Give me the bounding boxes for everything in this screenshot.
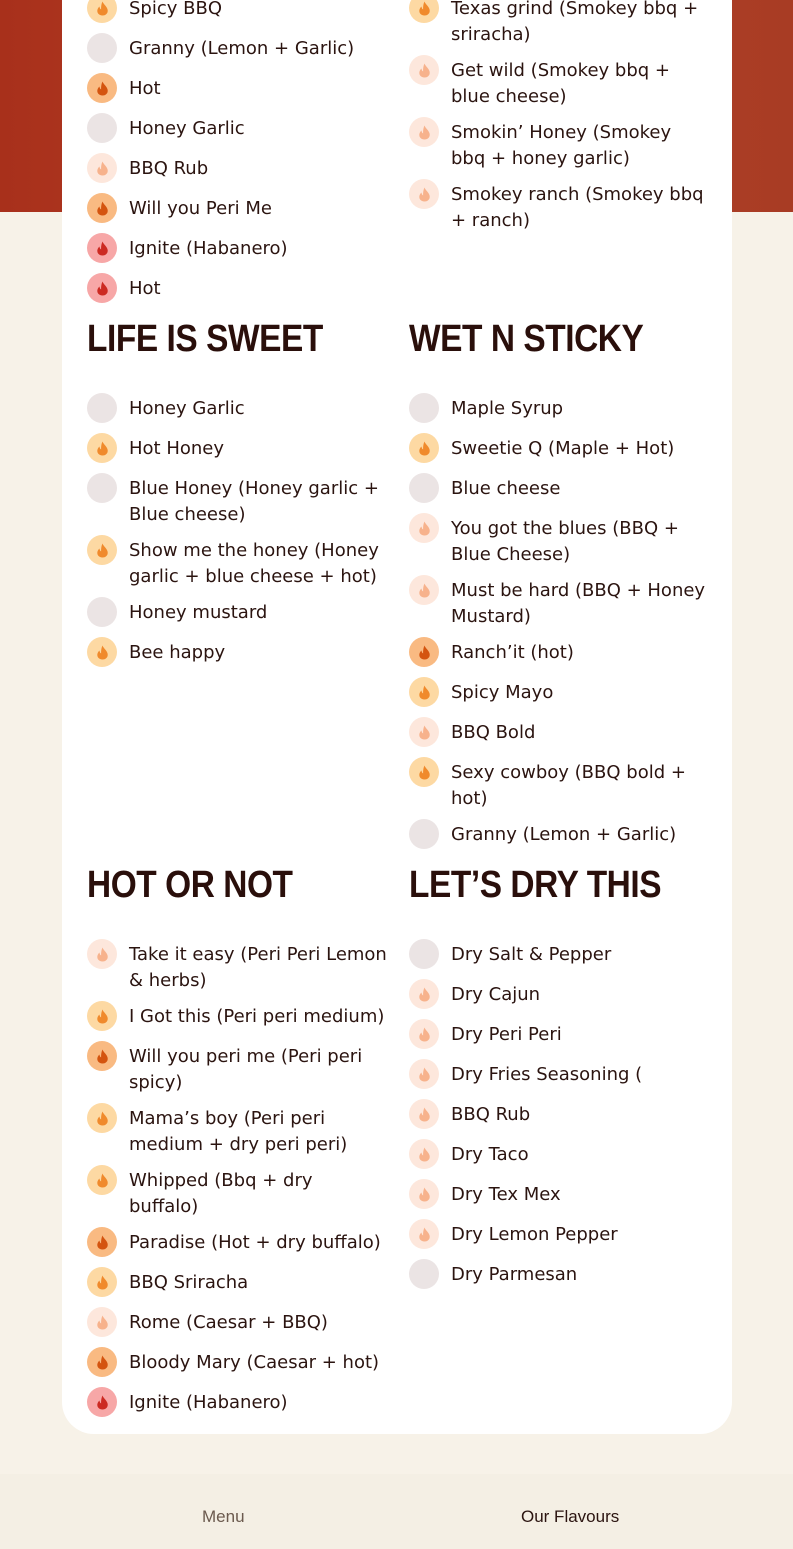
section-title-wet-n-sticky: WET N STICKY <box>409 318 644 360</box>
flame-icon <box>418 441 431 456</box>
flavour-name: Rome (Caesar + BBQ) <box>129 1312 328 1333</box>
heat-indicator <box>409 55 439 85</box>
flavour-name: Ignite (Habanero) <box>129 238 288 259</box>
heat-indicator <box>87 1165 117 1195</box>
flame-icon <box>418 685 431 700</box>
flavour-name: Will you Peri Me <box>129 198 272 219</box>
heat-indicator <box>409 1259 439 1289</box>
heat-indicator <box>409 677 439 707</box>
flame-icon <box>418 1 431 16</box>
flavour-name: Honey Garlic <box>129 118 245 139</box>
flavour-name: Dry Cajun <box>451 984 541 1005</box>
flavour-name: BBQ Sriracha <box>129 1272 249 1293</box>
flame-icon <box>418 725 431 740</box>
heat-indicator <box>87 273 117 303</box>
flavour-name: Hot Honey <box>129 438 225 459</box>
heat-indicator <box>409 1219 439 1249</box>
footer-nav <box>0 1474 793 1549</box>
footer-link-menu[interactable]: Menu <box>202 1507 245 1526</box>
flavour-name: Granny (Lemon + Garlic) <box>129 38 355 59</box>
flavour-name: Must be hard (BBQ + Honey Mustard) <box>451 580 706 627</box>
flame-icon <box>96 1 109 16</box>
flame-icon <box>418 1227 431 1242</box>
heat-indicator <box>87 637 117 667</box>
flame-icon <box>96 81 109 96</box>
footer-link-our-flavours[interactable]: Our Flavours <box>521 1507 620 1526</box>
flame-icon <box>418 765 431 780</box>
heat-indicator <box>409 1179 439 1209</box>
flavour-name: You got the blues (BBQ + Blue Cheese) <box>451 518 679 565</box>
heat-indicator <box>409 513 439 543</box>
flame-icon <box>418 1107 431 1122</box>
flavour-name: Sweetie Q (Maple + Hot) <box>451 438 675 459</box>
flame-icon <box>96 1173 109 1188</box>
flavour-name: Smokin’ Honey (Smokey bbq + honey garlic) <box>451 122 672 169</box>
flavour-name: Will you peri me (Peri peri spicy) <box>129 1046 363 1093</box>
flame-icon <box>96 1275 109 1290</box>
section-title-life-is-sweet: LIFE IS SWEET <box>87 318 323 360</box>
heat-indicator <box>409 717 439 747</box>
flame-icon <box>96 161 109 176</box>
heat-indicator <box>87 153 117 183</box>
flavour-name: Dry Lemon Pepper <box>451 1224 618 1245</box>
heat-indicator <box>409 393 439 423</box>
flavour-name: Take it easy (Peri Peri Lemon & herbs) <box>129 944 387 991</box>
heat-indicator <box>87 233 117 263</box>
flame-icon <box>96 543 109 558</box>
flavour-name: Dry Fries Seasoning ( <box>451 1064 643 1085</box>
heat-indicator <box>409 575 439 605</box>
flavour-name: Maple Syrup <box>451 398 564 419</box>
heat-indicator <box>87 73 117 103</box>
heat-indicator <box>87 393 117 423</box>
flame-icon <box>418 1027 431 1042</box>
flame-icon <box>418 521 431 536</box>
section-title-lets-dry-this: LET’S DRY THIS <box>409 864 662 906</box>
flame-icon <box>96 1235 109 1250</box>
heat-indicator <box>409 117 439 147</box>
heat-indicator <box>87 113 117 143</box>
flavour-name: Mama’s boy (Peri peri medium + dry peri peri) <box>129 1108 348 1155</box>
heat-indicator <box>409 1139 439 1169</box>
heat-indicator <box>87 1001 117 1031</box>
flame-icon <box>96 947 109 962</box>
heat-indicator <box>87 1347 117 1377</box>
flavour-name: Get wild (Smokey bbq + blue cheese) <box>451 60 670 107</box>
heat-indicator <box>409 819 439 849</box>
heat-indicator <box>409 1099 439 1129</box>
heat-indicator <box>409 979 439 1009</box>
flavour-name: Paradise (Hot + dry buffalo) <box>129 1232 381 1253</box>
flame-icon <box>96 1355 109 1370</box>
heat-indicator <box>409 433 439 463</box>
flavour-name: Spicy Mayo <box>451 682 554 703</box>
flavour-name: Hot <box>129 78 161 99</box>
flame-icon <box>418 583 431 598</box>
heat-indicator <box>409 1019 439 1049</box>
heat-indicator <box>87 535 117 565</box>
flavour-name: Spicy BBQ <box>129 0 222 19</box>
flavour-name: Ignite (Habanero) <box>129 1392 288 1413</box>
heat-indicator <box>87 1307 117 1337</box>
flame-icon <box>96 441 109 456</box>
section-title-hot-or-not: HOT OR NOT <box>87 864 293 906</box>
heat-indicator <box>87 1227 117 1257</box>
flavour-name: Blue Honey (Honey garlic + Blue cheese) <box>129 478 379 525</box>
flavour-name: Smokey ranch (Smokey bbq + ranch) <box>451 184 704 231</box>
heat-indicator <box>409 757 439 787</box>
flavour-name: Dry Parmesan <box>451 1264 578 1285</box>
flame-icon <box>418 63 431 78</box>
flavour-name: Bee happy <box>129 642 226 663</box>
flavour-name: Hot <box>129 278 161 299</box>
flame-icon <box>96 645 109 660</box>
heat-indicator <box>409 939 439 969</box>
flavour-name: Honey Garlic <box>129 398 245 419</box>
heat-indicator <box>87 1041 117 1071</box>
flame-icon <box>418 1067 431 1082</box>
flavour-name: Blue cheese <box>451 478 561 499</box>
flavour-name: Granny (Lemon + Garlic) <box>451 824 677 845</box>
flavour-name: Dry Peri Peri <box>451 1024 562 1045</box>
flame-icon <box>418 987 431 1002</box>
flame-icon <box>96 1009 109 1024</box>
heat-indicator <box>87 939 117 969</box>
flavour-name: Whipped (Bbq + dry buffalo) <box>129 1170 313 1217</box>
heat-indicator <box>87 33 117 63</box>
flavour-name: Dry Salt & Pepper <box>451 944 612 965</box>
flame-icon <box>96 1049 109 1064</box>
flame-icon <box>418 187 431 202</box>
flavour-name: BBQ Rub <box>129 158 209 179</box>
heat-indicator <box>409 1059 439 1089</box>
flavour-name: I Got this (Peri peri medium) <box>129 1006 385 1027</box>
flame-icon <box>418 1187 431 1202</box>
flavour-name: Bloody Mary (Caesar + hot) <box>129 1352 380 1373</box>
flavour-name: Honey mustard <box>129 602 268 623</box>
flame-icon <box>418 125 431 140</box>
flavour-name: Ranch’it (hot) <box>451 642 574 663</box>
flame-icon <box>96 1315 109 1330</box>
flame-icon <box>96 1111 109 1126</box>
heat-indicator <box>409 179 439 209</box>
heat-indicator <box>87 193 117 223</box>
heat-indicator <box>87 0 117 23</box>
heat-indicator <box>409 473 439 503</box>
flavour-name: BBQ Rub <box>451 1104 531 1125</box>
flavour-name: BBQ Bold <box>451 722 536 743</box>
heat-indicator <box>87 597 117 627</box>
flame-icon <box>418 645 431 660</box>
heat-indicator <box>87 1103 117 1133</box>
heat-indicator <box>409 637 439 667</box>
heat-indicator <box>87 433 117 463</box>
heat-indicator <box>87 473 117 503</box>
flame-icon <box>96 1395 109 1410</box>
flavours-card <box>62 0 732 1434</box>
heat-indicator <box>87 1267 117 1297</box>
flavour-name: Sexy cowboy (BBQ bold + hot) <box>451 762 686 809</box>
flavour-name: Dry Tex Mex <box>451 1184 561 1205</box>
flame-icon <box>96 241 109 256</box>
flavour-name: Show me the honey (Honey garlic + blue cheese + hot) <box>129 540 379 587</box>
flame-icon <box>96 281 109 296</box>
flavour-name: Texas grind (Smokey bbq + sriracha) <box>451 0 699 45</box>
flavour-name: Dry Taco <box>451 1144 529 1165</box>
flame-icon <box>96 201 109 216</box>
heat-indicator <box>87 1387 117 1417</box>
heat-indicator <box>409 0 439 23</box>
flame-icon <box>418 1147 431 1162</box>
